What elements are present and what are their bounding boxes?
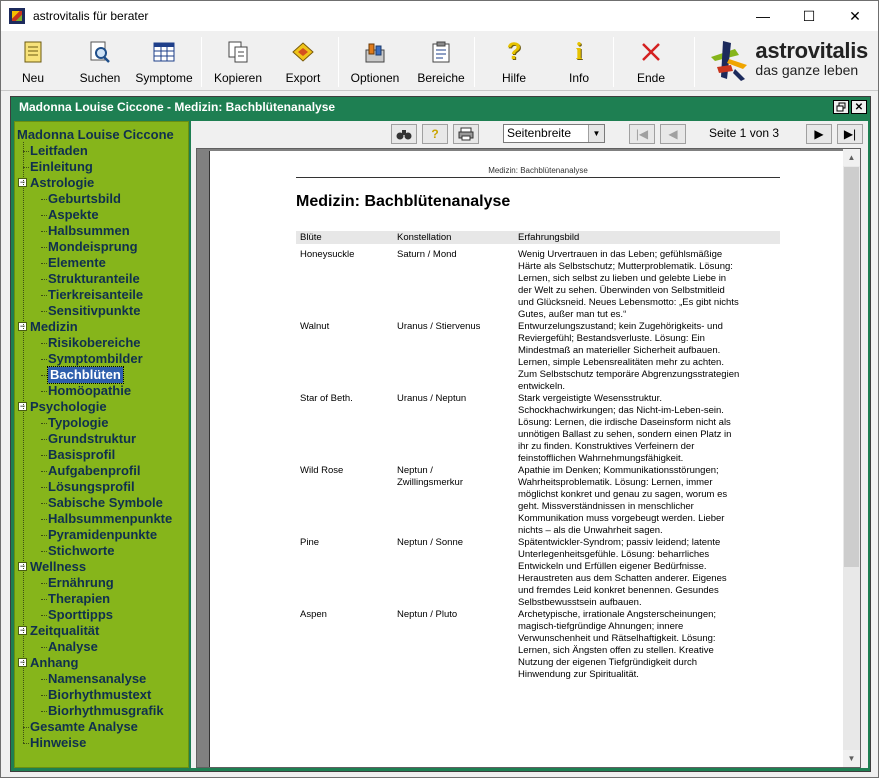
toolbar-separator: [694, 37, 695, 87]
text-line: Lernen, simple Lebensrealitäten mehr zu achten.: [518, 356, 724, 368]
copy-label: Kopieren: [213, 71, 263, 85]
tree-connector: [41, 263, 47, 264]
page-indicator: Seite 1 von 3: [709, 126, 780, 140]
text-line: möglichst konkret und genau zu sagen, worum es: [518, 488, 728, 500]
text-line: Gutes, außer man tut es.“: [518, 308, 627, 320]
minimize-button[interactable]: —: [756, 8, 770, 24]
new-label: Neu: [21, 71, 44, 85]
column-header-erfahrungsbild: Erfahrungsbild: [518, 232, 580, 243]
cell-konstellation: Neptun / Sonne: [397, 537, 464, 548]
viewer-help-icon[interactable]: ?: [422, 124, 448, 144]
tree-connector: [41, 311, 47, 312]
maximize-button[interactable]: ☐: [802, 7, 816, 24]
text-line: geht. Missverständnissen in menschlicher: [518, 500, 694, 512]
text-line: Stark vergeistigte Wesensstruktur.: [518, 393, 662, 404]
cell-bluete: Pine: [300, 537, 320, 548]
nav-item-typologie[interactable]: Typologie: [48, 415, 109, 430]
options-button[interactable]: [348, 35, 402, 89]
nav-item-ernährung[interactable]: Ernährung: [48, 575, 114, 590]
exit-label: Ende: [636, 71, 666, 85]
text-line: Verwunschenheit und Rätselhaftigkeit. Lösung:: [518, 632, 716, 644]
nav-item-pyramidenpunkte[interactable]: Pyramidenpunkte: [48, 527, 158, 542]
nav-item-geburtsbild[interactable]: Geburtsbild: [48, 191, 121, 206]
tree-connector: [41, 295, 47, 296]
tree-connector: [41, 503, 47, 504]
info-label: Info: [568, 71, 589, 85]
text-line: Wahrheitsproblematik. Lösung: Lernen, immer: [518, 476, 713, 488]
text-line: Lernen, sich selbst zu lieben und gelebte Liebe in: [518, 272, 727, 284]
tree-connector: [41, 551, 47, 552]
nav-item-zeitqualität[interactable]: Zeitqualität: [30, 623, 100, 638]
help-button[interactable]: [497, 35, 531, 89]
tree-connector: [41, 375, 47, 376]
tree-connector: [41, 599, 47, 600]
tree-connector: [41, 487, 47, 488]
window-controls: [740, 1, 878, 31]
text-line: Mindestmaß an materieller Sicherheit aufbauen.: [518, 344, 721, 356]
next-page-icon[interactable]: ▶: [806, 124, 832, 144]
collapse-icon[interactable]: −: [19, 625, 26, 635]
main-toolbar: [1, 31, 878, 91]
tree-connector: [41, 439, 47, 440]
text-line: Härte als Selbstschutz; Mutterproblematik. Lösung:: [518, 260, 733, 272]
search-button[interactable]: [77, 35, 123, 89]
table-icon: [151, 39, 177, 65]
text-line: ihr zu finden. Konstruktives Verfeinern der: [518, 440, 695, 452]
scroll-thumb[interactable]: [844, 167, 859, 567]
nav-item-sporttipps[interactable]: Sporttipps: [48, 607, 113, 622]
tree-connector: [41, 455, 47, 456]
page-header: Medizin: Bachblütenanalyse: [488, 166, 588, 175]
tree-connector: [41, 215, 47, 216]
nav-item-lösungsprofil[interactable]: Lösungsprofil: [48, 479, 135, 494]
content-area: [191, 121, 868, 768]
tree-connector: [41, 359, 47, 360]
help-label: Hilfe: [501, 71, 526, 85]
text-line: Wenig Urvertrauen in das Leben; gefühlsmäßige: [518, 249, 723, 260]
text-line: Reviergefühl; Bestandsverluste. Lösung: Ein: [518, 332, 705, 344]
text-line: entwickeln.: [518, 380, 565, 392]
cell-bluete: Honeysuckle: [300, 249, 355, 260]
cell-erfahrungsbild: [518, 249, 780, 320]
copy-button[interactable]: [211, 35, 265, 89]
nav-item-wellness[interactable]: Wellness: [30, 559, 87, 574]
options-label: Optionen: [350, 71, 400, 85]
nav-item-biorhythmusgrafik[interactable]: Biorhythmusgrafik: [48, 703, 164, 718]
nav-item-leitfaden[interactable]: Leitfaden: [30, 143, 88, 158]
cell-konstellation: Uranus / Stiervenus: [397, 321, 481, 332]
nav-item-strukturanteile[interactable]: Strukturanteile: [48, 271, 140, 286]
info-button[interactable]: [562, 35, 596, 89]
info-icon: i: [575, 38, 583, 65]
title-bar: [1, 1, 878, 31]
app-icon: [9, 8, 25, 24]
logo-name: astrovitalis: [755, 38, 868, 63]
toolbar-separator: [201, 37, 202, 87]
cell-bluete: Walnut: [300, 321, 330, 332]
new-button[interactable]: [13, 35, 53, 89]
nav-item-namensanalyse[interactable]: Namensanalyse: [48, 671, 147, 686]
column-header-konstellation: Konstellation: [397, 232, 452, 243]
cell-erfahrungsbild: [518, 321, 780, 392]
areas-label: Bereiche: [417, 71, 465, 85]
exit-button[interactable]: [633, 35, 669, 89]
text-line: unnötigen Ballast zu sehen, sondern einen Platz in: [518, 428, 732, 440]
cell-bluete: Star of Beth.: [300, 393, 353, 404]
text-line: magisch-tiefgründige Ahnungen; innere: [518, 620, 684, 632]
toolbar-separator: [474, 37, 475, 87]
toolbar-separator: [613, 37, 614, 87]
toolbar-separator: [338, 37, 339, 87]
tree-connector: [41, 535, 47, 536]
nav-item-aspekte[interactable]: Aspekte: [48, 207, 99, 222]
nav-item-medizin[interactable]: Medizin: [30, 319, 78, 334]
nav-item-halbsummenpunkte[interactable]: Halbsummenpunkte: [48, 511, 173, 526]
nav-item-gesamte-analyse[interactable]: Gesamte Analyse: [30, 719, 138, 734]
nav-item-anhang[interactable]: Anhang: [30, 655, 79, 670]
text-line: und Glücksneid. Neues Lebensmotto: „Es gibt nichts: [518, 296, 739, 308]
text-line: Entwickeln und Erfüllen eigener Bedürfnisse.: [518, 560, 707, 572]
tree-connector: [41, 615, 47, 616]
nav-item-mondeisprung[interactable]: Mondeisprung: [48, 239, 138, 254]
last-page-icon[interactable]: ▶|: [837, 124, 863, 144]
tree-connector: [41, 391, 47, 392]
report-page: [209, 151, 847, 768]
logo-tagline: das ganze leben: [755, 62, 859, 78]
text-line: Unterlegenheitsgefühle. Lösung: beharrliches: [518, 548, 710, 560]
collapse-icon[interactable]: −: [19, 321, 26, 331]
text-line: Zum Selbstschutz temporäre Abgrenzungsstrategien: [518, 368, 740, 380]
zoom-select[interactable]: [503, 124, 605, 143]
collapse-icon[interactable]: −: [19, 657, 26, 667]
cell-konstellation: Saturn / Mond: [397, 249, 457, 260]
nav-item-halbsummen[interactable]: Halbsummen: [48, 223, 130, 238]
print-icon[interactable]: [453, 124, 479, 144]
cell-erfahrungsbild: [518, 465, 780, 536]
find-icon[interactable]: [391, 124, 417, 144]
prev-page-icon[interactable]: ◀: [660, 124, 686, 144]
document-window: [10, 96, 871, 772]
cell-erfahrungsbild: [518, 537, 780, 608]
text-line: Schockhachwirkungen; das Nicht-im-Leben-sein.: [518, 404, 724, 416]
tree-connector: [41, 679, 47, 680]
chevron-down-icon[interactable]: ▼: [588, 125, 604, 142]
new-document-icon: [20, 39, 46, 65]
page-viewport: [196, 148, 861, 768]
page-title: Medizin: Bachblütenanalyse: [296, 193, 511, 210]
close-window-button[interactable]: ✕: [849, 7, 861, 24]
nav-item-bachblüten[interactable]: Bachblüten: [50, 367, 121, 382]
search-label: Suchen: [79, 71, 121, 85]
export-button[interactable]: [283, 35, 323, 89]
text-line: Nutzung der eigenen Tiefgründigkeit durch: [518, 656, 698, 668]
vertical-scrollbar[interactable]: [843, 149, 860, 767]
cell-konstellation: Neptun / Pluto: [397, 609, 458, 620]
text-line: Apathie im Denken; Kommunikationsstörungen;: [518, 465, 719, 476]
nav-item-tierkreisanteile[interactable]: Tierkreisanteile: [48, 287, 144, 302]
collapse-icon[interactable]: −: [19, 561, 26, 571]
text-line: feinstofflichen Wahrnehmungsfähigkeit.: [518, 452, 684, 464]
tree-trunk: [23, 142, 24, 743]
collapse-icon[interactable]: −: [19, 401, 26, 411]
cell-erfahrungsbild: [518, 609, 780, 680]
logo-mark-icon: [709, 39, 747, 79]
brand-logo: [709, 39, 868, 79]
cell-konstellation: Uranus / Neptun: [397, 393, 467, 404]
text-line: Heraustreten aus dem Schatten anderer. Eigenes: [518, 572, 727, 584]
nav-item-risikobereiche[interactable]: Risikobereiche: [48, 335, 141, 350]
restore-icon[interactable]: [833, 100, 849, 114]
nav-item-elemente[interactable]: Elemente: [48, 255, 106, 270]
symptoms-label: Symptome: [135, 71, 193, 85]
copy-icon: [225, 39, 251, 65]
text-line: nichts – als die Unwahrheit sagen.: [518, 524, 663, 536]
nav-item-grundstruktur[interactable]: Grundstruktur: [48, 431, 137, 446]
nav-item-sensitivpunkte[interactable]: Sensitivpunkte: [48, 303, 141, 318]
text-line: Lernen, sich Ängsten offen zu stellen. Kreative: [518, 644, 714, 656]
nav-item-therapien[interactable]: Therapien: [48, 591, 111, 606]
scroll-down-icon[interactable]: ▼: [843, 750, 860, 767]
export-icon: [290, 39, 316, 65]
text-line: Spätentwickler-Syndrom; passiv leidend; latente: [518, 537, 721, 548]
tree-connector: [41, 647, 47, 648]
scroll-up-icon[interactable]: ▲: [843, 149, 860, 166]
nav-item-stichworte[interactable]: Stichworte: [48, 543, 115, 558]
symptoms-button[interactable]: [133, 35, 195, 89]
header-rule: [296, 177, 780, 178]
export-label: Export: [285, 71, 321, 85]
cell-bluete: Wild Rose: [300, 465, 344, 476]
cell-konstellation: Neptun / Zwillingsmerkur: [397, 465, 463, 488]
text-line: Kommunikation muss vorgebeugt werden. Lieber: [518, 512, 725, 524]
close-icon: [638, 39, 664, 65]
nav-item-homöopathie[interactable]: Homöopathie: [48, 383, 132, 398]
tree-connector: [41, 199, 47, 200]
window-title: astrovitalis für berater: [33, 9, 149, 23]
tree-connector: [41, 423, 47, 424]
navigation-tree: [14, 121, 189, 768]
text-line: Lösung: Lernen, die irdische Daseinsform nicht als: [518, 416, 731, 428]
text-line: Hinwendung zur Spiritualität.: [518, 668, 639, 680]
options-icon: [362, 39, 388, 65]
nav-item-aufgabenprofil[interactable]: Aufgabenprofil: [48, 463, 141, 478]
text-line: der Welt zu sehen. Überwinden von Selbstmitleid: [518, 284, 725, 296]
document-title: Madonna Louise Ciccone - Medizin: Bachblütenanalyse: [11, 97, 870, 117]
viewer-toolbar: [191, 121, 868, 147]
cell-bluete: Aspen: [300, 609, 327, 620]
text-line: Archetypische, irrationale Angsterscheinungen;: [518, 609, 717, 620]
cell-erfahrungsbild: [518, 393, 780, 464]
collapse-icon[interactable]: −: [19, 177, 26, 187]
nav-item-symptombilder[interactable]: Symptombilder: [48, 351, 143, 366]
nav-item-basisprofil[interactable]: Basisprofil: [48, 447, 116, 462]
table-header: [296, 231, 780, 244]
nav-item-astrologie[interactable]: Astrologie: [30, 175, 95, 190]
close-document-icon[interactable]: ✕: [851, 100, 867, 114]
nav-item-psychologie[interactable]: Psychologie: [30, 399, 107, 414]
tree-connector: [23, 743, 29, 744]
tree-connector: [41, 471, 47, 472]
tree-connector: [41, 695, 47, 696]
help-icon: ?: [506, 38, 522, 65]
nav-root[interactable]: Madonna Louise Ciccone: [17, 127, 174, 142]
zoom-value: Seitenbreite: [507, 126, 572, 140]
tree-connector: [41, 519, 47, 520]
nav-item-hinweise[interactable]: Hinweise: [30, 735, 87, 750]
text-line: Selbstbewusstsein aufbauen.: [518, 596, 642, 608]
first-page-icon[interactable]: |◀: [629, 124, 655, 144]
nav-item-einleitung[interactable]: Einleitung: [30, 159, 93, 174]
nav-item-biorhythmustext[interactable]: Biorhythmustext: [48, 687, 152, 702]
text-line: und fremdes Leid konkret benennen. Gesundes: [518, 584, 719, 596]
areas-button[interactable]: [415, 35, 467, 89]
nav-item-sabische-symbole[interactable]: Sabische Symbole: [48, 495, 163, 510]
tree-connector: [41, 231, 47, 232]
column-header-bluete: Blüte: [300, 232, 322, 243]
tree-connector: [41, 343, 47, 344]
nav-item-analyse[interactable]: Analyse: [48, 639, 98, 654]
search-icon: [87, 39, 113, 65]
tree-connector: [41, 583, 47, 584]
tree-connector: [41, 279, 47, 280]
text-line: Entwurzelungszustand; kein Zugehörigkeits- und: [518, 321, 723, 332]
clipboard-icon: [428, 39, 454, 65]
tree-connector: [41, 247, 47, 248]
tree-connector: [41, 711, 47, 712]
